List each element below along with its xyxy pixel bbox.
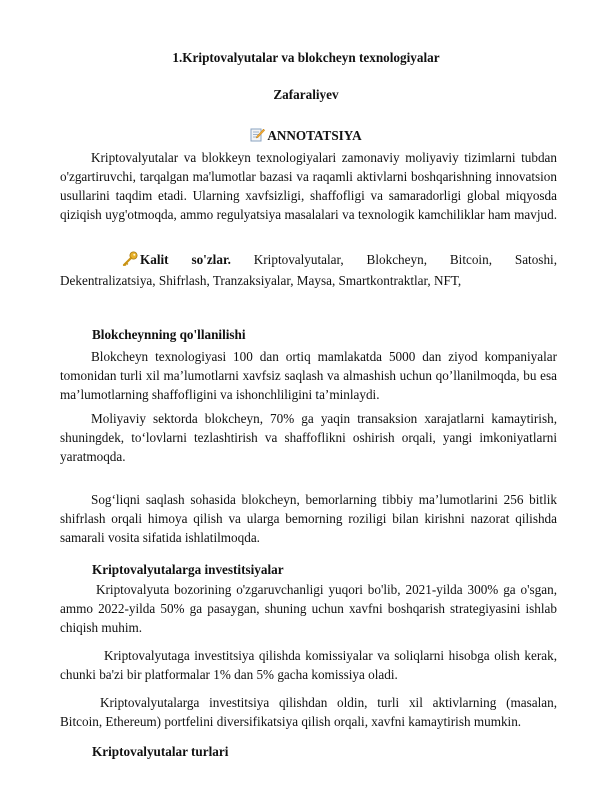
memo-pencil-icon [250,127,265,146]
section1-paragraph-3: Sog‘liqni saqlash sohasida blokcheyn, bemorlarning tibbiy ma’lumotlarini 256 bitlik shifrlash orqali himoya qilish va ularga bemorning roziligi bilan kirishni nazorat qilishda samarali vosita sifatida ishlatilmoqda. [60,492,557,545]
annotation-heading [0,127,612,146]
keywords-paragraph [60,250,557,290]
section1-paragraph-2: Moliyaviy sektorda blokcheyn, 70% ga yaqin transaksion xarajatlarni kamaytirish, shuningdek, to‘lovlarni tezlashtirish va shaffoflikni oshirish orqali, yangi imkoniyatlarni yaratmoqda. [60,411,557,464]
section2-paragraph-1: Kriptovalyuta bozorining o'zgaruvchanligi yuqori bo'lib, 2021-yilda 300% ga o'sgan, ammo 2022-yilda 50% ga pasaygan, shuning uchun xavfni boshqarish strategiyasini ishlab chiqish muhim. [60,582,557,635]
keywords-label: Kalit so'zlar. [140,252,231,267]
section-heading-crypto-types: Kriptovalyutalar turlari [92,744,229,759]
annotation-text: Kriptovalyutalar va blokkeyn texnologiyalari zamonaviy moliyaviy tizimlarni tubdan o'zgartiruvchi, tarqalgan ma'lumotlar bazasi va raqamli aktivlarni boshqarishning innovatsion usullarini taqdim etadi. Ularning xavfsizligi, shaffofligi va samaradorligi global miqyosda qiziqish uyg'otmoqda, ammo regulyatsiya masalalari va texnologik kamchiliklar ham mavjud. [60,150,557,222]
section1-paragraph-1: Blokcheyn texnologiyasi 100 dan ortiq mamlakatda 5000 dan ziyod kompaniyalar tomonidan turli xil ma’lumotlarni xavfsiz saqlash va almashish uchun qo’llanilmoqda, bu esa ma’lumotlarning shaffofligini va ishonchliligini ta’minlaydi. [60,349,557,402]
key-icon [91,251,138,271]
section2-paragraph-3: Kriptovalyutalarga investitsiya qilishdan oldin, turli xil aktivlarning (masalan, Bitcoin, Ethereum) portfelini diversifikatsiya qilish orqali, xavfni kamaytirish mumkin. [60,695,557,729]
keywords-text: Kriptovalyutalar, Blokcheyn, Bitcoin, Satoshi, Dekentralizatsiya, Shifrlash, Tranzaksiyalar, Maysa, Smartkontraktlar, NFT, [60,252,557,288]
author-name: Zafaraliyev [273,87,339,102]
section-heading-blockchain-usage: Blokcheynning qo'llanilishi [92,327,246,342]
annotation-heading-text: ANNOTATSIYA [267,128,362,143]
section2-paragraph-2: Kriptovalyutaga investitsiya qilishda komissiyalar va soliqlarni hisobga olish kerak, chunki ba'zi bir platformalar 1% dan 5% gacha komissiya oladi. [60,648,557,682]
annotation-paragraph [60,148,557,224]
section-heading-crypto-investments: Kriptovalyutalarga investitsiyalar [92,562,284,577]
document-title: 1.Kriptovalyutalar va blokcheyn texnologiyalar [172,50,440,65]
